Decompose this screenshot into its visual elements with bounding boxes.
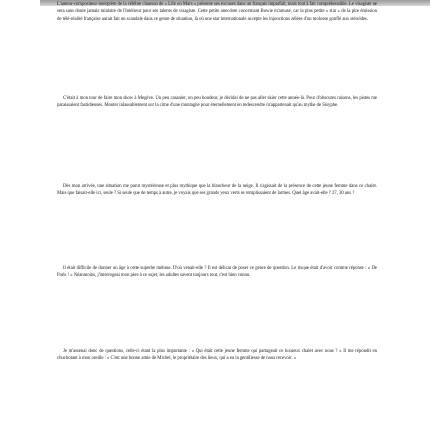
paragraph-1-text: L'auteur-compositeur-interprète de la célèbre chanson de « Life on Mars » présente ses excuses dans un français imparfait, mais tout à fait compréhensible. Le visagiste ne sera sans doute jamais ministre de l'Intérieur pour ses talents de visagiste. Cette petite anecdote concernant Bowie m'amuse, car la plus petite « star » de la pire émission de télé-réalité française aurait fait un scandale dans ce genre de situation, là où une star internationale accepte les injonctions zélées d'un molosse gonflé aux stéroïdes. (57, 2, 377, 22)
paragraph-5-text: Je m'assenai donc de questions, celle-ci étant la plus importante : « Qui était cette jeune femme qui partageait ce luxueux chalet avec nous ? » Il me répondit en chuchotant à mon oreille : « C'est une bonne amie de Michel, le propriétaire des lieux, qui a eu la gentillesse de nous recevoir. » (57, 349, 377, 362)
paragraph-3 (57, 183, 377, 198)
paragraph-4 (57, 265, 377, 280)
paragraph-3-text: Dès mon arrivée, une situation me parut mystérieuse et plus mythique que la blancheur de la neige. Il s'agissait de la présence de cette jeune femme dans ce chalet. Mais que faisait-elle ici, seule ? Si seule que de temps à autre, je voyais que ses grands yeux verts se remplissaient de larmes. Quel âge avait-elle ? 27, 30 ans ? (57, 184, 377, 197)
paragraph-5 (57, 348, 377, 363)
paragraph-1 (57, 1, 377, 23)
paragraph-2 (57, 95, 377, 110)
paragraph-2-text: C'était à mon tour de faire mon show à Megève. Un peu casanier, un peu boudeur, je décidai de ne pas aller skier cette année-là. Pour d'obscures raisons, les pistes me paraissaient fastidieuses. Monter inlassablement sur la cime d'une montagne pour éternellement en redescendre m'appartenait qu'au mythe de Sisyphe. (57, 96, 377, 109)
paragraph-4-text: Il était difficile de donner un âge à cette superbe métisse. D'où venait-elle ? Il est délicat de poser ce genre de question. Le risque était d'avoir comme réponse : « De Paris ! » Néanmoins, j'interrogeai mon père à ce sujet, les adultes savent toujours tout, c'est bien connu. (57, 266, 377, 279)
